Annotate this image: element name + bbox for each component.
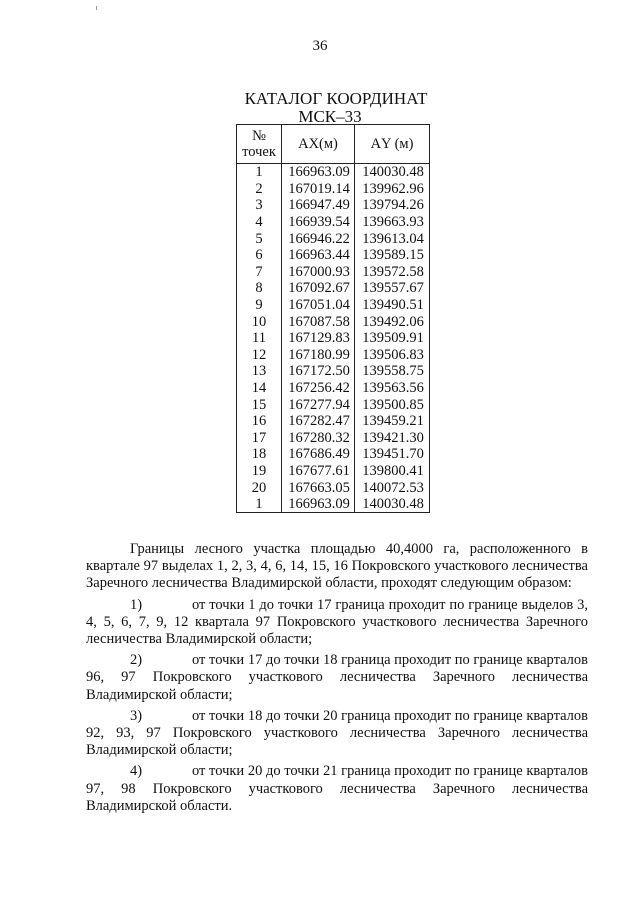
x-coordinate-cell: 167280.32 xyxy=(282,430,355,447)
x-coordinate-cell: 167677.61 xyxy=(282,463,355,480)
catalog-subtitle: МСК–33 xyxy=(298,107,362,126)
point-number-cell: 20 xyxy=(237,479,282,496)
x-coordinate-cell: 167000.93 xyxy=(282,264,355,281)
table-header-row xyxy=(237,125,430,164)
point-number-cell: 3 xyxy=(237,197,282,214)
point-number-cell: 6 xyxy=(237,247,282,264)
intro-paragraph: Границы лесного участка площадью 40,4000 га, расположенного в квартале 97 выделах 1, 2, 3, 4, 6, 14, 15, 16 Покровского участкового лесничества Заречного лесничества Владимирской области, проходят следующим образом: xyxy=(86,541,588,592)
header-point-number: № точек xyxy=(237,125,282,164)
x-coordinate-cell: 167282.47 xyxy=(282,413,355,430)
y-coordinate-cell: 139663.93 xyxy=(355,214,430,231)
table-row xyxy=(237,247,430,264)
y-coordinate-cell: 139490.51 xyxy=(355,297,430,314)
y-coordinate-cell: 139459.21 xyxy=(355,413,430,430)
boundary-item xyxy=(86,763,588,815)
point-number-cell: 16 xyxy=(237,413,282,430)
y-coordinate-cell: 139421.30 xyxy=(355,430,430,447)
x-coordinate-cell: 166947.49 xyxy=(282,197,355,214)
table-row xyxy=(237,181,430,198)
y-coordinate-cell: 139492.06 xyxy=(355,313,430,330)
x-coordinate-cell: 167092.67 xyxy=(282,280,355,297)
boundary-item xyxy=(86,597,588,649)
y-coordinate-cell: 139962.96 xyxy=(355,181,430,198)
item-marker: 1) xyxy=(130,596,143,613)
page-number: 36 xyxy=(312,38,328,54)
x-coordinate-cell: 166963.44 xyxy=(282,247,355,264)
table-row xyxy=(237,230,430,247)
y-coordinate-cell: 139563.56 xyxy=(355,380,430,397)
x-coordinate-cell: 166963.09 xyxy=(282,496,355,513)
point-number-cell: 1 xyxy=(237,496,282,513)
x-coordinate-cell: 167019.14 xyxy=(282,181,355,198)
table-row xyxy=(237,496,430,513)
y-coordinate-cell: 140030.48 xyxy=(355,496,430,513)
table-row xyxy=(237,463,430,480)
point-number-cell: 2 xyxy=(237,181,282,198)
y-coordinate-cell: 139800.41 xyxy=(355,463,430,480)
y-coordinate-cell: 139613.04 xyxy=(355,230,430,247)
y-coordinate-cell: 139500.85 xyxy=(355,396,430,413)
table-row xyxy=(237,164,430,181)
point-number-cell: 1 xyxy=(237,164,282,181)
table-row xyxy=(237,413,430,430)
point-number-cell: 9 xyxy=(237,297,282,314)
x-coordinate-cell: 167087.58 xyxy=(282,313,355,330)
coordinates-table xyxy=(236,124,430,513)
table-row xyxy=(237,479,430,496)
table-row xyxy=(237,197,430,214)
table-row xyxy=(237,347,430,364)
point-number-cell: 19 xyxy=(237,463,282,480)
table-row xyxy=(237,330,430,347)
table-row xyxy=(237,363,430,380)
boundary-items xyxy=(86,597,588,815)
y-coordinate-cell: 139572.58 xyxy=(355,264,430,281)
point-number-cell: 12 xyxy=(237,347,282,364)
point-number-cell: 8 xyxy=(237,280,282,297)
y-coordinate-cell: 139557.67 xyxy=(355,280,430,297)
point-number-cell: 11 xyxy=(237,330,282,347)
x-coordinate-cell: 167051.04 xyxy=(282,297,355,314)
point-number-cell: 18 xyxy=(237,446,282,463)
item-marker: 3) xyxy=(130,707,143,724)
item-marker: 2) xyxy=(130,652,143,669)
boundary-item xyxy=(86,652,588,704)
item-text: от точки 1 до точки 17 граница проходит по границе выделов 3, 4, 5, 6, 7, 9, 12 квартала 97 Покровского участкового лесничества Заречного лесничества Владимирской области; xyxy=(86,596,588,648)
table-row xyxy=(237,430,430,447)
x-coordinate-cell: 167129.83 xyxy=(282,330,355,347)
x-coordinate-cell: 167277.94 xyxy=(282,396,355,413)
y-coordinate-cell: 139558.75 xyxy=(355,363,430,380)
table-row xyxy=(237,214,430,231)
boundary-description xyxy=(86,541,588,815)
table-row xyxy=(237,280,430,297)
table-row xyxy=(237,396,430,413)
x-coordinate-cell: 167663.05 xyxy=(282,479,355,496)
y-coordinate-cell: 140030.48 xyxy=(355,164,430,181)
x-coordinate-cell: 167256.42 xyxy=(282,380,355,397)
point-number-cell: 15 xyxy=(237,396,282,413)
table-row xyxy=(237,297,430,314)
point-number-cell: 7 xyxy=(237,264,282,281)
x-coordinate-cell: 166963.09 xyxy=(282,164,355,181)
x-coordinate-cell: 166939.54 xyxy=(282,214,355,231)
table-row xyxy=(237,380,430,397)
item-marker: 4) xyxy=(130,763,143,780)
y-coordinate-cell: 139589.15 xyxy=(355,247,430,264)
y-coordinate-cell: 139506.83 xyxy=(355,347,430,364)
header-y: АY (м) xyxy=(355,125,430,164)
x-coordinate-cell: 167180.99 xyxy=(282,347,355,364)
table-row xyxy=(237,313,430,330)
y-coordinate-cell: 139794.26 xyxy=(355,197,430,214)
catalog-title: КАТАЛОГ КООРДИНАТ xyxy=(244,89,428,108)
point-number-cell: 5 xyxy=(237,230,282,247)
header-x: АХ(м) xyxy=(282,125,355,164)
point-number-cell: 13 xyxy=(237,363,282,380)
x-coordinate-cell: 167686.49 xyxy=(282,446,355,463)
point-number-cell: 10 xyxy=(237,313,282,330)
y-coordinate-cell: 139451.70 xyxy=(355,446,430,463)
point-number-cell: 17 xyxy=(237,430,282,447)
boundary-item xyxy=(86,708,588,760)
scan-mark xyxy=(96,6,97,10)
x-coordinate-cell: 167172.50 xyxy=(282,363,355,380)
item-text: от точки 20 до точки 21 граница проходит по границе кварталов 97, 98 Покровского участкового лесничества Заречного лесничества Владимирской области. xyxy=(86,763,588,814)
y-coordinate-cell: 140072.53 xyxy=(355,479,430,496)
y-coordinate-cell: 139509.91 xyxy=(355,330,430,347)
table-row xyxy=(237,264,430,281)
point-number-cell: 4 xyxy=(237,214,282,231)
table-row xyxy=(237,446,430,463)
point-number-cell: 14 xyxy=(237,380,282,397)
x-coordinate-cell: 166946.22 xyxy=(282,230,355,247)
item-text: от точки 17 до точки 18 граница проходит по границе кварталов 96, 97 Покровского участкового лесничества Заречного лесничества Владимирской области; xyxy=(86,652,588,703)
item-text: от точки 18 до точки 20 граница проходит по границе кварталов 92, 93, 97 Покровского участкового лесничества Заречного лесничества Владимирской области; xyxy=(86,707,588,759)
